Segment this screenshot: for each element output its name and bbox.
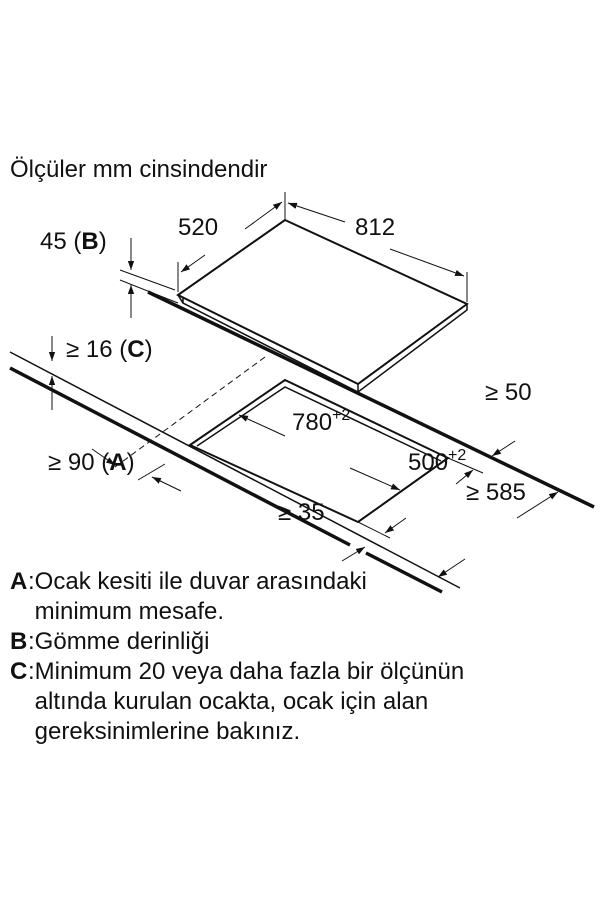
label-min-90: ≥ 90 (A)	[48, 449, 135, 476]
legend-text: Ocak kesiti ile duvar arasındaki minimum mesafe.	[34, 568, 367, 625]
label-min-16: ≥ 16 (C)	[66, 336, 153, 363]
legend-text: Minimum 20 veya daha fazla bir ölçünün altında kurulan ocakta, ocak için alan gereksinimlerine bakınız.	[34, 658, 465, 745]
legend	[10, 567, 464, 747]
units-note: Ölçüler mm cinsindendir	[10, 156, 268, 183]
legend-item-c	[10, 657, 464, 747]
legend-text: Gömme derinliği	[34, 628, 210, 655]
legend-item-b	[10, 627, 464, 657]
label-min-35: ≥ 35	[278, 499, 325, 526]
legend-key: B	[10, 628, 28, 655]
label-min-585: ≥ 585	[466, 479, 526, 506]
label-hob-width: 812	[355, 214, 396, 241]
label-cutout-depth: $500^{+2}$	[408, 447, 467, 476]
legend-key: C	[10, 658, 28, 685]
label-min-50: ≥ 50	[485, 379, 532, 406]
legend-item-a	[10, 567, 464, 627]
legend-sep: :	[28, 628, 35, 655]
label-hob-depth: 520	[178, 214, 219, 241]
legend-sep: :	[28, 568, 35, 595]
label-depth-b: 45 (B)	[40, 228, 107, 255]
hob	[178, 220, 467, 392]
legend-sep: :	[28, 658, 35, 685]
label-cutout-width: $780^{+2}$	[292, 407, 351, 436]
legend-key: A	[10, 568, 28, 595]
